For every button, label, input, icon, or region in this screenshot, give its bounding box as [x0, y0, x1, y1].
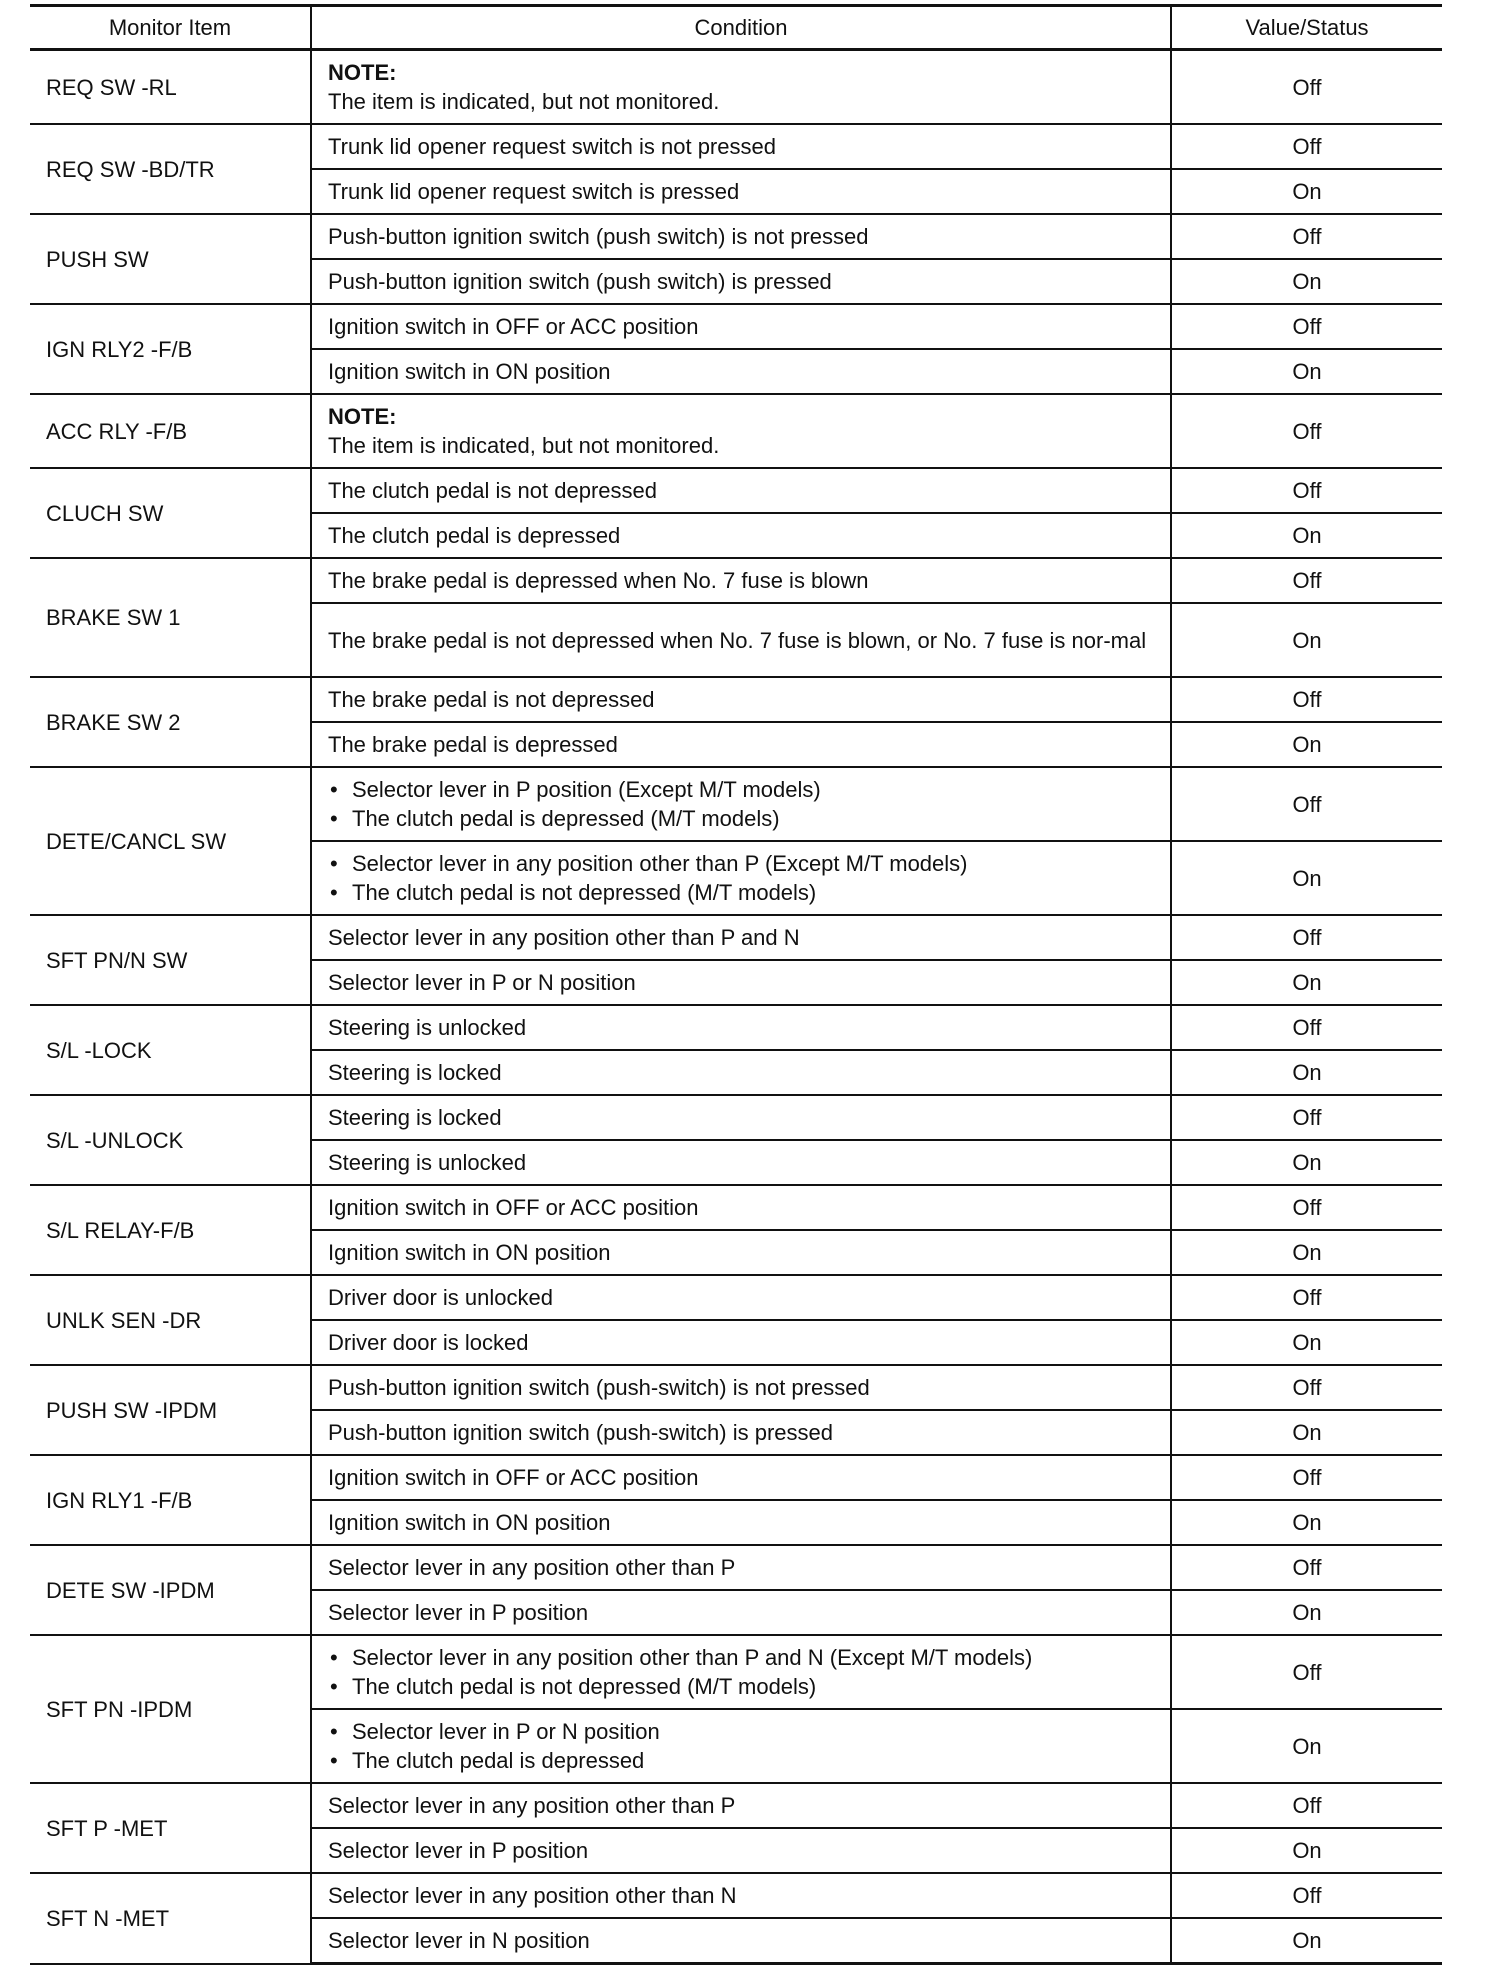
condition-cell: The clutch pedal is depressed: [311, 513, 1171, 558]
value-status-cell: On: [1171, 1230, 1442, 1275]
value-status-cell: Off: [1171, 214, 1442, 259]
value-status-cell: Off: [1171, 468, 1442, 513]
condition-cell: Trunk lid opener request switch is not pressed: [311, 124, 1171, 169]
table-row: [30, 1005, 1442, 1050]
value-status-cell: Off: [1171, 50, 1442, 125]
monitor-item-cell: DETE SW -IPDM: [30, 1545, 311, 1635]
condition-cell: Push-button ignition switch (push-switch) is pressed: [311, 1410, 1171, 1455]
condition-cell: Ignition switch in OFF or ACC position: [311, 304, 1171, 349]
value-status-cell: Off: [1171, 304, 1442, 349]
value-status-cell: On: [1171, 722, 1442, 767]
table-row: [30, 1365, 1442, 1410]
value-status-cell: Off: [1171, 677, 1442, 722]
value-status-cell: Off: [1171, 558, 1442, 603]
value-status-cell: On: [1171, 1320, 1442, 1365]
table-row: [30, 304, 1442, 349]
condition-cell: The brake pedal is not depressed: [311, 677, 1171, 722]
monitor-item-cell: BRAKE SW 1: [30, 558, 311, 677]
value-status-cell: Off: [1171, 1873, 1442, 1918]
condition-cell: Ignition switch in ON position: [311, 1500, 1171, 1545]
monitor-item-cell: PUSH SW: [30, 214, 311, 304]
monitor-item-cell: S/L -UNLOCK: [30, 1095, 311, 1185]
condition-cell: Steering is locked: [311, 1095, 1171, 1140]
monitor-item-cell: S/L RELAY-F/B: [30, 1185, 311, 1275]
value-status-cell: Off: [1171, 767, 1442, 841]
condition-cell: Trunk lid opener request switch is pressed: [311, 169, 1171, 214]
condition-cell: Ignition switch in OFF or ACC position: [311, 1185, 1171, 1230]
table-row: [30, 677, 1442, 722]
value-status-cell: Off: [1171, 1635, 1442, 1709]
monitor-item-cell: REQ SW -RL: [30, 50, 311, 125]
condition-cell: [311, 841, 1171, 915]
value-status-cell: On: [1171, 1410, 1442, 1455]
value-status-cell: Off: [1171, 1185, 1442, 1230]
header-condition: Condition: [311, 6, 1171, 50]
table-body: [30, 50, 1442, 1964]
condition-bullet: • Selector lever in P or N position: [328, 1717, 1160, 1746]
monitor-item-cell: SFT PN -IPDM: [30, 1635, 311, 1783]
table-row: [30, 468, 1442, 513]
value-status-cell: Off: [1171, 124, 1442, 169]
table-row: [30, 1873, 1442, 1918]
note-label: NOTE:: [328, 404, 397, 429]
condition-cell: [311, 767, 1171, 841]
monitor-item-cell: IGN RLY1 -F/B: [30, 1455, 311, 1545]
table-row: [30, 558, 1442, 603]
value-status-cell: Off: [1171, 1783, 1442, 1828]
condition-bullet-list: [328, 1717, 1160, 1775]
note-label: NOTE:: [328, 60, 397, 85]
value-status-cell: On: [1171, 841, 1442, 915]
condition-cell: Push-button ignition switch (push switch) is not pressed: [311, 214, 1171, 259]
value-status-cell: On: [1171, 259, 1442, 304]
condition-cell: Ignition switch in OFF or ACC position: [311, 1455, 1171, 1500]
condition-cell: Selector lever in any position other than P and N: [311, 915, 1171, 960]
condition-cell: Selector lever in N position: [311, 1918, 1171, 1964]
condition-bullet: • Selector lever in P position (Except M/T models): [328, 775, 1160, 804]
condition-bullet-list: [328, 1643, 1160, 1701]
value-status-cell: On: [1171, 960, 1442, 1005]
value-status-cell: Off: [1171, 1455, 1442, 1500]
value-status-cell: On: [1171, 1140, 1442, 1185]
table-row: [30, 767, 1442, 841]
value-status-cell: Off: [1171, 394, 1442, 468]
value-status-cell: On: [1171, 349, 1442, 394]
value-status-cell: On: [1171, 1500, 1442, 1545]
condition-bullet: • Selector lever in any position other than P and N (Except M/T models): [328, 1643, 1160, 1672]
condition-cell: Push-button ignition switch (push switch) is pressed: [311, 259, 1171, 304]
table-row: [30, 394, 1442, 468]
condition-cell: [311, 1709, 1171, 1783]
condition-cell: The brake pedal is depressed: [311, 722, 1171, 767]
monitor-item-table: [30, 4, 1442, 1965]
condition-bullet: • Selector lever in any position other than P (Except M/T models): [328, 849, 1160, 878]
note-text: The item is indicated, but not monitored.: [328, 89, 720, 114]
condition-bullet: • The clutch pedal is depressed (M/T models): [328, 804, 1160, 833]
value-status-cell: Off: [1171, 1005, 1442, 1050]
value-status-cell: On: [1171, 1918, 1442, 1964]
table-row: [30, 50, 1442, 125]
value-status-cell: On: [1171, 1590, 1442, 1635]
condition-cell: Selector lever in any position other than P: [311, 1783, 1171, 1828]
condition-bullet: • The clutch pedal is not depressed (M/T models): [328, 1672, 1160, 1701]
table-row: [30, 1783, 1442, 1828]
condition-bullet-list: [328, 775, 1160, 833]
table-row: [30, 1545, 1442, 1590]
monitor-item-cell: REQ SW -BD/TR: [30, 124, 311, 214]
value-status-cell: On: [1171, 1709, 1442, 1783]
value-status-cell: On: [1171, 1050, 1442, 1095]
condition-cell: [311, 1635, 1171, 1709]
monitor-item-cell: SFT N -MET: [30, 1873, 311, 1964]
condition-cell: Selector lever in any position other than P: [311, 1545, 1171, 1590]
header-value-status: Value/Status: [1171, 6, 1442, 50]
header-monitor-item: Monitor Item: [30, 6, 311, 50]
monitor-item-cell: UNLK SEN -DR: [30, 1275, 311, 1365]
note-text: The item is indicated, but not monitored.: [328, 433, 720, 458]
monitor-item-cell: ACC RLY -F/B: [30, 394, 311, 468]
condition-bullet-list: [328, 849, 1160, 907]
table-header-row: [30, 6, 1442, 50]
condition-cell: Driver door is locked: [311, 1320, 1171, 1365]
condition-cell: Selector lever in P position: [311, 1590, 1171, 1635]
condition-cell: The brake pedal is depressed when No. 7 fuse is blown: [311, 558, 1171, 603]
condition-cell: Selector lever in any position other than N: [311, 1873, 1171, 1918]
condition-cell: Steering is unlocked: [311, 1140, 1171, 1185]
table-row: [30, 1455, 1442, 1500]
value-status-cell: On: [1171, 513, 1442, 558]
value-status-cell: Off: [1171, 915, 1442, 960]
monitor-item-cell: SFT P -MET: [30, 1783, 311, 1873]
monitor-item-cell: SFT PN/N SW: [30, 915, 311, 1005]
value-status-cell: Off: [1171, 1095, 1442, 1140]
monitor-item-cell: IGN RLY2 -F/B: [30, 304, 311, 394]
monitor-item-cell: PUSH SW -IPDM: [30, 1365, 311, 1455]
condition-bullet: • The clutch pedal is not depressed (M/T models): [328, 878, 1160, 907]
table-row: [30, 1185, 1442, 1230]
value-status-cell: Off: [1171, 1545, 1442, 1590]
value-status-cell: On: [1171, 169, 1442, 214]
condition-cell: Selector lever in P or N position: [311, 960, 1171, 1005]
value-status-cell: Off: [1171, 1275, 1442, 1320]
monitor-item-cell: DETE/CANCL SW: [30, 767, 311, 915]
condition-cell: Ignition switch in ON position: [311, 349, 1171, 394]
condition-cell: Steering is locked: [311, 1050, 1171, 1095]
condition-cell: Steering is unlocked: [311, 1005, 1171, 1050]
condition-cell: [311, 394, 1171, 468]
table-row: [30, 1635, 1442, 1709]
monitor-item-cell: CLUCH SW: [30, 468, 311, 558]
condition-bullet: • The clutch pedal is depressed: [328, 1746, 1160, 1775]
monitor-item-cell: BRAKE SW 2: [30, 677, 311, 767]
condition-cell: [311, 50, 1171, 125]
condition-cell: The clutch pedal is not depressed: [311, 468, 1171, 513]
table-row: [30, 1095, 1442, 1140]
table-row: [30, 1275, 1442, 1320]
condition-cell: Driver door is unlocked: [311, 1275, 1171, 1320]
value-status-cell: On: [1171, 1828, 1442, 1873]
condition-cell: Selector lever in P position: [311, 1828, 1171, 1873]
condition-cell: Ignition switch in ON position: [311, 1230, 1171, 1275]
table-row: [30, 915, 1442, 960]
value-status-cell: On: [1171, 603, 1442, 677]
value-status-cell: Off: [1171, 1365, 1442, 1410]
table-row: [30, 124, 1442, 169]
condition-cell: The brake pedal is not depressed when No. 7 fuse is blown, or No. 7 fuse is nor-mal: [311, 603, 1171, 677]
table-row: [30, 214, 1442, 259]
monitor-item-cell: S/L -LOCK: [30, 1005, 311, 1095]
condition-cell: Push-button ignition switch (push-switch) is not pressed: [311, 1365, 1171, 1410]
